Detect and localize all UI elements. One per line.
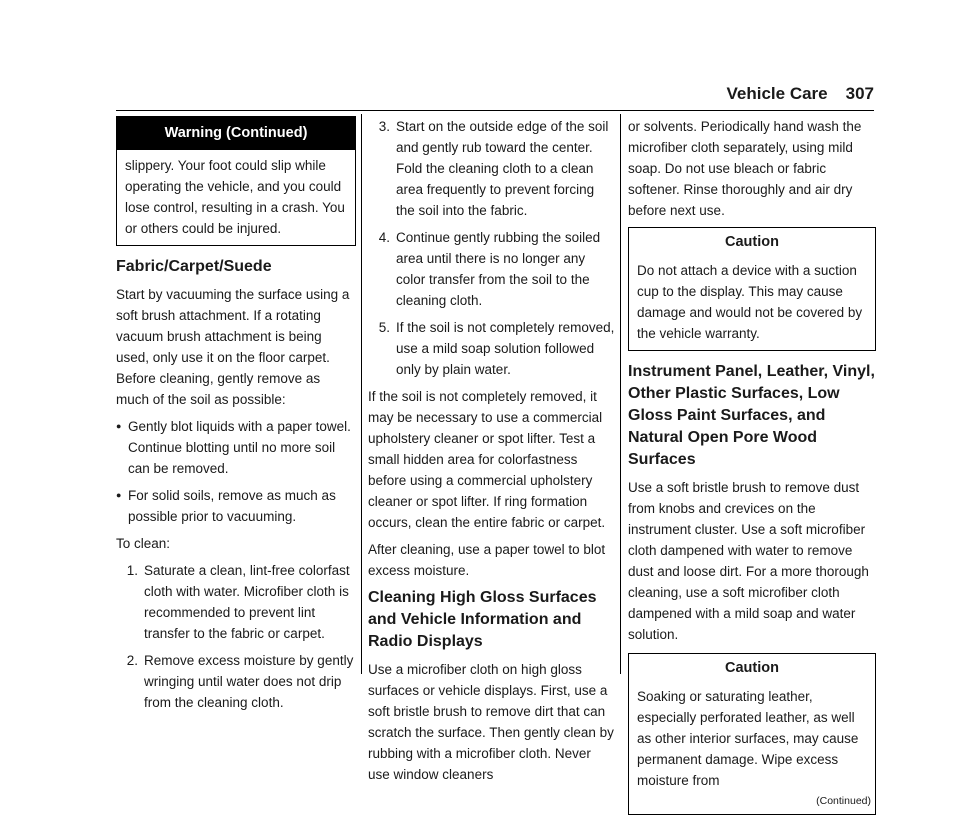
step-item [372, 317, 616, 380]
step-item [372, 116, 616, 221]
paragraph: After cleaning, use a paper towel to blot excess moisture. [368, 542, 606, 578]
paragraph: If the soil is not completely removed, it may be necessary to use a commercial upholstery cleaner or spot lifter. Test a small hidden area for colorfastness before using a commercial upholstery cleaner or spot lifter. If ring formation occurs, clean the entire fabric or carpet. [368, 389, 606, 530]
fabric-intro: Start by vacuuming the surface using a soft brush attachment. If a rotating vacuum brush attachment is being used, only use it on the floor carpet. Before cleaning, gently remove as much of the soil as possible: [116, 287, 350, 407]
caution-box [628, 227, 876, 351]
caution-text: Do not attach a device with a suction cup to the display. This may cause damage and would not be covered by the vehicle warranty. [637, 263, 863, 341]
column-1 [116, 116, 356, 719]
bullet-text: For solid soils, remove as much as possible prior to vacuuming. [128, 488, 336, 524]
page-number: 307 [845, 84, 874, 103]
step-number: 3. [378, 119, 390, 134]
caution-box [628, 653, 876, 815]
page-header [727, 84, 875, 104]
caution-title: Caution [725, 660, 779, 676]
paragraph: Use a microfiber cloth on high gloss surfaces or vehicle displays. First, use a soft bristle brush to remove dirt that can scratch the surface. Then gently clean by rubbing with a microfiber cloth. Never use window cleaners [368, 662, 614, 782]
list-item [116, 485, 356, 527]
warning-title: Warning (Continued) [117, 117, 355, 150]
step-number: 1. [126, 563, 138, 578]
paragraph: Use a soft bristle brush to remove dust from knobs and crevices on the instrument cluster. Use a soft microfiber cloth dampened with water to remove dust and loose dirt. For a more thorough cleaning, use a soft microfiber cloth dampened with a mild soap and water solution. [628, 480, 869, 642]
section-title: Vehicle Care [726, 84, 828, 103]
step-text: Remove excess moisture by gently wringing until water does not drip from the cleaning cloth. [144, 653, 354, 710]
column-3 [628, 116, 876, 825]
list-item [116, 416, 356, 479]
caution-title: Caution [725, 234, 779, 250]
continued-label: (Continued) [816, 795, 871, 807]
step-item [120, 650, 356, 713]
heading-fabric-carpet-suede: Fabric/Carpet/Suede [116, 258, 272, 275]
bullet-text: Gently blot liquids with a paper towel. Continue blotting until no more soil can be removed. [128, 419, 351, 476]
step-text: Start on the outside edge of the soil and gently rub toward the center. Fold the cleaning cloth to a clean area frequently to prevent forcing the soil into the fabric. [396, 119, 609, 218]
caution-text: Soaking or saturating leather, especially perforated leather, as well as other interior surfaces, may cause permanent damage. Wipe excess moisture from [637, 689, 859, 788]
heading-instrument-panel: Instrument Panel, Leather, Vinyl, Other Plastic Surfaces, Low Gloss Paint Surfaces, and Natural Open Pore Wood Surfaces [628, 363, 875, 468]
warning-box [116, 116, 356, 246]
column-2 [368, 116, 616, 791]
step-text: Saturate a clean, lint-free colorfast cloth with water. Microfiber cloth is recommended to prevent lint transfer to the fabric or carpet. [144, 563, 350, 641]
bullet-icon: ● [116, 490, 122, 500]
step-number: 4. [378, 230, 390, 245]
column-divider [620, 114, 621, 674]
step-number: 2. [126, 653, 138, 668]
step-item [120, 560, 356, 644]
step-text: If the soil is not completely removed, use a mild soap solution followed only by plain water. [396, 320, 615, 377]
header-rule [116, 110, 874, 111]
paragraph: or solvents. Periodically hand wash the microfiber cloth separately, using mild soap. Do not use bleach or fabric softener. Rinse thoroughly and air dry before next use. [628, 119, 862, 218]
heading-high-gloss-surfaces: Cleaning High Gloss Surfaces and Vehicle Information and Radio Displays [368, 589, 597, 650]
step-text: Continue gently rubbing the soiled area until there is no longer any color transfer from the soil to the cleaning cloth. [396, 230, 601, 308]
step-item [372, 227, 616, 311]
bullet-icon: ● [116, 421, 122, 431]
to-clean-label: To clean: [116, 536, 171, 551]
step-number: 5. [378, 320, 390, 335]
warning-text: slippery. Your foot could slip while operating the vehicle, and you could lose control, resulting in a crash. You or others could be injured. [125, 158, 345, 236]
column-divider [361, 114, 362, 674]
